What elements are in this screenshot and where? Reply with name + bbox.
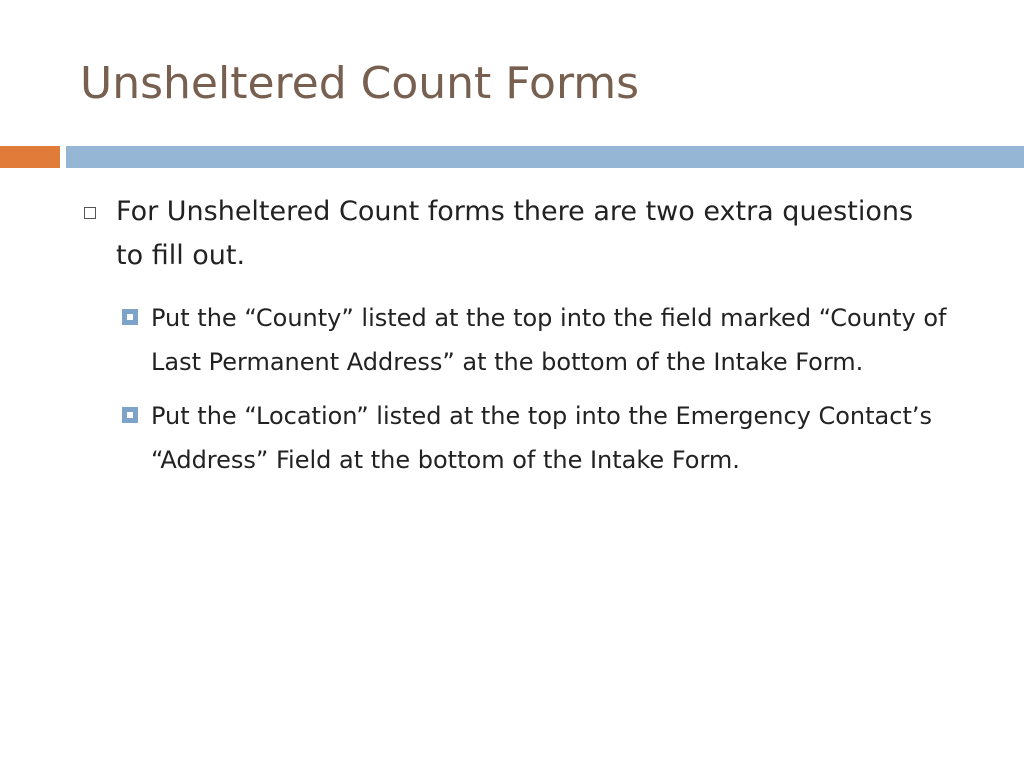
divider-bar — [66, 146, 1024, 168]
sub-bullet-text: Put the “Location” listed at the top into the Emergency Contact’s “Address” Field at the bottom of the Intake Form. — [151, 402, 932, 474]
sub-bullet-text: Put the “County” listed at the top into the field marked “County of Last Permanent Address” at the bottom of the Intake Form. — [151, 304, 947, 376]
sub-bullet-list — [120, 296, 960, 492]
sub-bullet-item — [120, 394, 960, 482]
sub-bullet-item — [120, 296, 960, 384]
bullet-item — [80, 190, 940, 278]
hollow-square-bullet-icon — [84, 207, 96, 219]
accent-bar — [0, 146, 60, 168]
filled-square-bullet-icon — [122, 309, 138, 325]
bullet-text: For Unsheltered Count forms there are two extra questions to fill out. — [116, 196, 914, 271]
slide-title: Unsheltered Count Forms — [80, 58, 640, 109]
filled-square-bullet-icon — [122, 407, 138, 423]
